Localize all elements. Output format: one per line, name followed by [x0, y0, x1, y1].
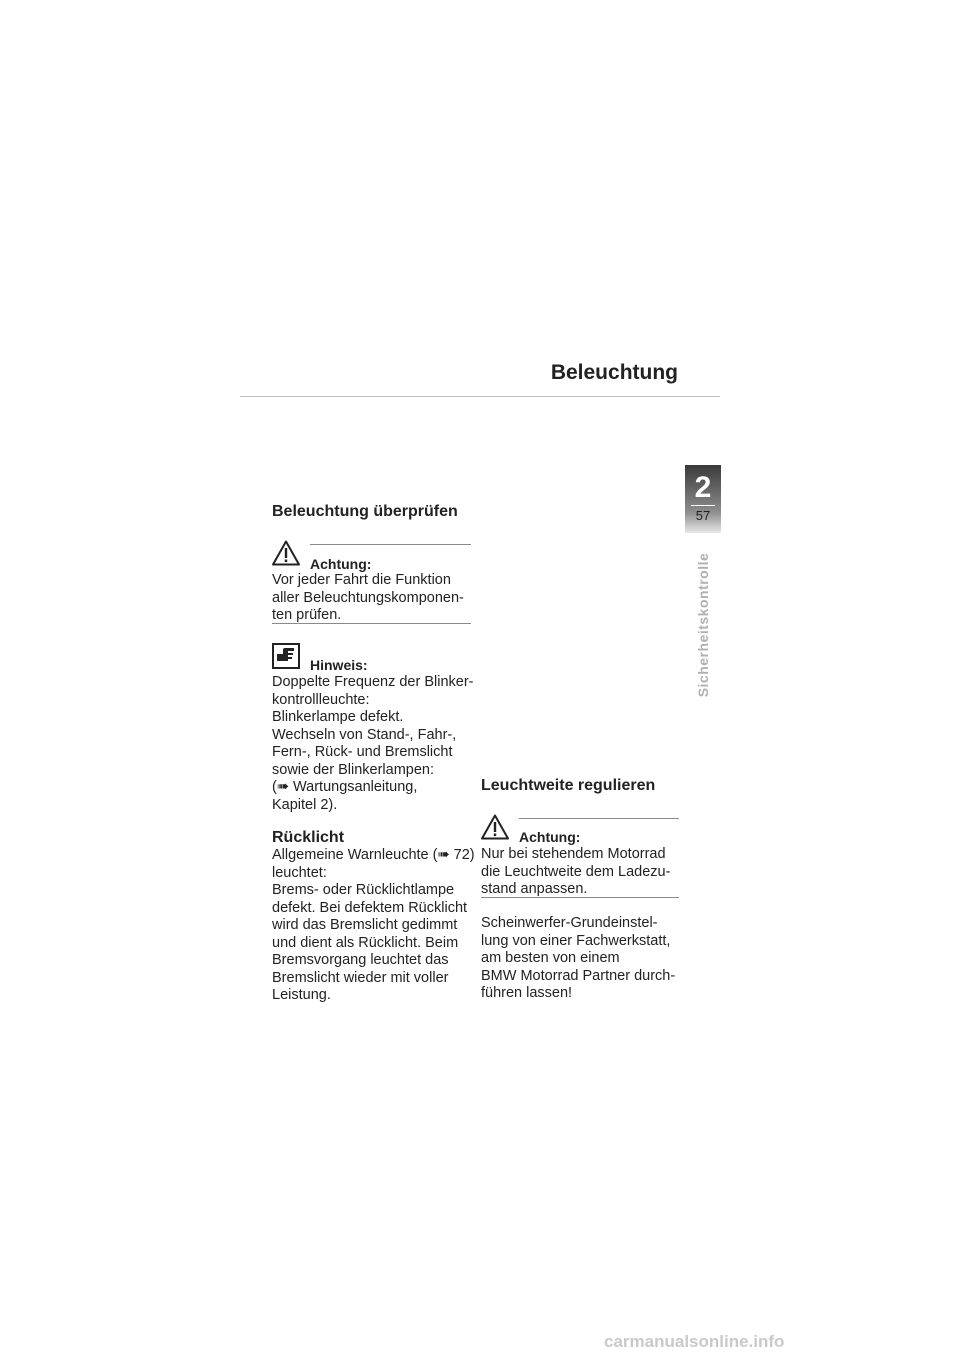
- note-label: Hinweis:: [310, 657, 368, 673]
- header-divider: [240, 396, 720, 397]
- chapter-tab: [685, 465, 721, 533]
- note-text: Doppelte Frequenz der Blinker- kontrollleuchte: Blinkerlampe defekt. Wechseln von Stand-, Fahr-, Fern-, Rück- und Bremslicht sowie der Blinkerlampen: (➠ Wartungsanleitung, Kapitel 2).: [272, 674, 474, 813]
- warning-text: Vor jeder Fahrt die Funktion aller Beleuchtungskomponen- ten prüfen.: [272, 572, 464, 623]
- section-heading-check-lighting: Beleuchtung überprüfen: [272, 503, 458, 520]
- warning-triangle-icon: [481, 814, 509, 840]
- warning-triangle-icon: [272, 540, 300, 566]
- sub-heading-tail-light: Rücklicht: [272, 829, 345, 846]
- warning-top-rule: [310, 544, 471, 545]
- warning-bottom-rule: [481, 897, 679, 898]
- warning-bottom-rule: [272, 623, 471, 624]
- note-hand-icon: [272, 643, 300, 669]
- warning-label: Achtung:: [519, 829, 581, 845]
- warning-text: Nur bei stehendem Motorrad die Leuchtweite dem Ladezu- stand anpassen.: [481, 846, 671, 897]
- page-title: Beleuchtung: [550, 361, 678, 384]
- headlight-adjust-text: Scheinwerfer-Grundeinstel- lung von einer Fachwerkstatt, am besten von einem BMW Motorrad Partner durch- führen lassen!: [481, 915, 676, 1001]
- warning-top-rule: [519, 818, 679, 819]
- warning-label: Achtung:: [310, 556, 372, 572]
- section-heading-headlight-range: Leuchtweite regulieren: [481, 777, 656, 794]
- chapter-number: 2: [694, 471, 712, 504]
- chapter-divider: [691, 505, 715, 506]
- chapter-side-label: Sicherheitskontrolle: [695, 552, 711, 698]
- tail-light-text: Allgemeine Warnleuchte (➠ 72) leuchtet: Brems- oder Rücklichtlampe defekt. Bei defektem Rücklicht wird das Bremslicht gedimmt und dient als Rücklicht. Beim Bremsvorgang leuchtet das Bremslicht wieder mit voller Leistung.: [272, 847, 475, 1003]
- page-number: 57: [695, 508, 711, 523]
- watermark: carmanualsonline.info: [604, 1332, 785, 1351]
